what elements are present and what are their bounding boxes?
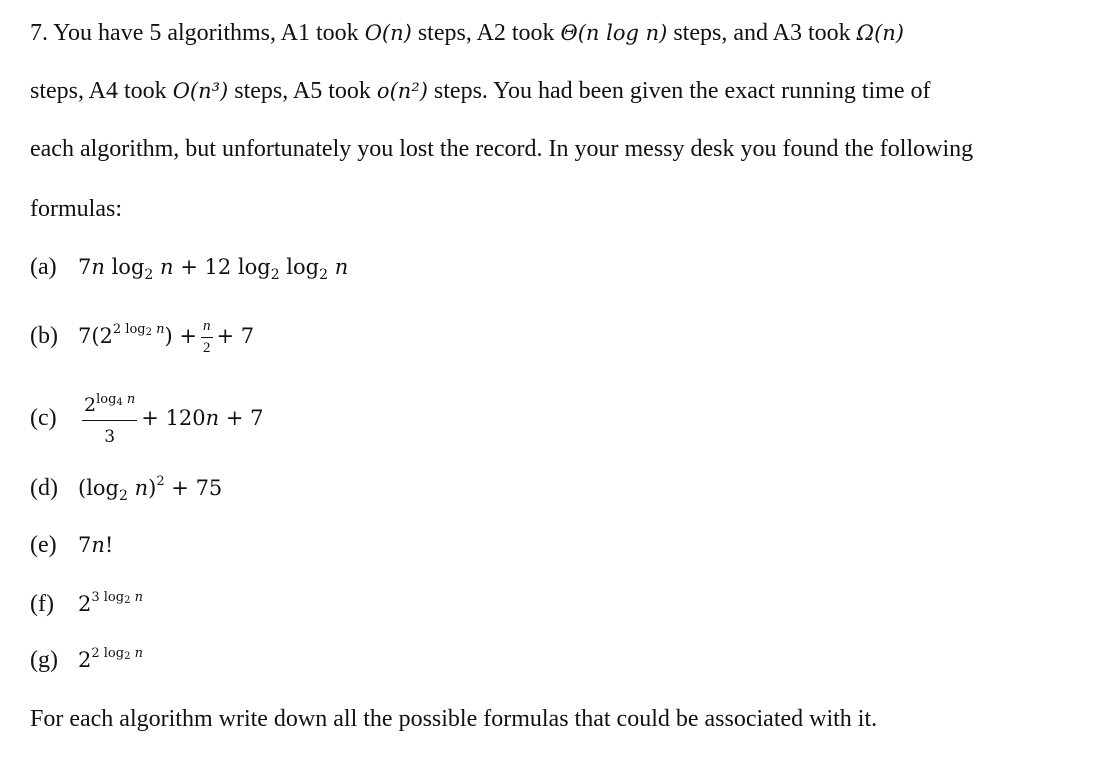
formula-d: (d) ($\log_2$ n)$^2$ + 75 <box>30 474 223 504</box>
formula-c: (c) $\frac{2^{log4 n}}{3}$ + 120n + 7 <box>30 392 264 447</box>
instruction-text: For each algorithm write down all the possible formulas that could be associated with it. <box>30 706 878 732</box>
bound-a5: o(n²) <box>376 79 428 103</box>
intro-line-3: each algorithm, but unfortunately you lost the record. In your messy desk you found the following <box>30 136 974 162</box>
formula-label: (e) <box>30 532 57 558</box>
formula-label: (g) <box>30 647 58 673</box>
formula-label: (b) <box>30 323 58 350</box>
formula-label: (a) <box>30 254 57 280</box>
intro-line-2: steps, A4 took O(n³) steps, A5 took o(n²) steps. You had been given the exact running time of <box>30 78 931 104</box>
problem-number: 7. <box>30 20 48 46</box>
formula-e: (e) 7n! <box>30 532 114 558</box>
bound-a1: O(n) <box>364 21 412 45</box>
formula-b: (b) $7(2^{2 log2 n})$ + $\frac{n}{2}$ + 7 <box>30 318 255 356</box>
intro-line-1: 7. You have 5 algorithms, A1 took O(n) steps, A2 took Θ(n log n) steps, and A3 took Ω(n) <box>30 20 904 46</box>
formula-label: (f) <box>30 591 54 617</box>
formula-label: (c) <box>30 405 57 432</box>
intro-line-4: formulas: <box>30 196 122 222</box>
formula-a: (a) 7n $\log_2 n + 12$ $\log_2 \log_2 n$ <box>30 254 349 283</box>
formula-label: (d) <box>30 475 58 501</box>
bound-a2: Θ(n log n) <box>560 21 668 45</box>
formula-g: (g) $2^{2 log2 n}$ <box>30 646 143 673</box>
bound-a3: Ω(n) <box>856 21 904 45</box>
bound-a4: O(n³) <box>172 79 229 103</box>
formula-f: (f) $2^{3 log2 n}$ <box>30 590 143 617</box>
